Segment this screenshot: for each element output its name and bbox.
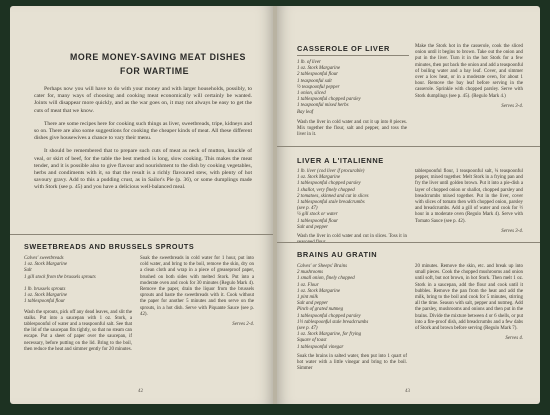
recipe-title-casserole-of-liver: CASSEROLE OF LIVER bbox=[297, 44, 390, 53]
recipe-title-sweetbreads: SWEETBREADS AND BRUSSELS SPROUTS bbox=[24, 242, 195, 251]
book-spine bbox=[273, 6, 277, 404]
right-page bbox=[275, 6, 540, 404]
recipe-title-liver-italienne: LIVER A L'ITALIENNE bbox=[297, 156, 384, 165]
italienne-right-column bbox=[415, 169, 523, 235]
title-underline-1 bbox=[297, 55, 409, 56]
casserole-right-column bbox=[415, 44, 523, 110]
italienne-method-1: Wash the liver in cold water and cut in slices. Toss it in seasoned flour. bbox=[297, 234, 407, 246]
sweetbreads-method: Wash the sprouts, pick off any dead leaves, and slit the stalks. Put into a saucepan with 1 oz. Stork, a tablespoonful of water and a teaspoonful salt. See that the lid of the saucepan fits tightly, so that no steam can escape. Put a sheet of paper over the saucepan, if necessary, before putting on the lid. Bring to the boil, then reduce the heat and simmer gently for 20 minutes. bbox=[24, 309, 132, 352]
section-divider bbox=[10, 234, 275, 235]
intro-paragraph-3: It should be remembered that to prepare such cuts of meat as neck of mutton, knuckle of veal, or skirt of beef, for the table the best method is long, slow cooking. This makes the meat tender, and it is possible also to give flavour and nourishment to the dish by cooking vegetables, herbs and condiments with it, so that the result is a richly flavoured stew, with plenty of hot savoury gravy. Add to this a pudding crust, as in Sailor's Pie (p. 36), or some dumplings made with Stork (see p. 45) and you have a delicious well-balanced meal. bbox=[34, 148, 252, 191]
sweetbreads-left-column bbox=[24, 256, 132, 357]
brains-ingredients: Calves' or Sheeps' Brains 2 mushrooms 1 small onion, finely chopped 1 oz. Flour 1 oz. Stork Margarine 1 pint milk Salt and pepper Pinch of grated nutmeg 1 tablespoonful chopped parsley 1½ tablespoonful stale breadcrumbs (see p. 47) 1 oz. Stork Margarine, for frying Square of toast 1 tablespoonful vinegar bbox=[297, 264, 369, 350]
page-title-line1: MORE MONEY-SAVING MEAT DISHES bbox=[70, 52, 246, 62]
page-title-line2: FOR WARTIME bbox=[120, 66, 190, 76]
brains-left-column bbox=[297, 264, 407, 376]
left-page bbox=[10, 6, 275, 404]
casserole-method-1: Wash the liver in cold water and cut it up into 8 pieces. Mix together the flour, salt and pepper, and toss the liver in it. bbox=[297, 119, 407, 138]
section-divider-2 bbox=[275, 146, 540, 147]
brains-method-2: 20 minutes. Remove the skin, etc. and break up into small pieces. Cook the chopped mushrooms and onion until soft, but not brown, in hot Stork. Then melt 1 oz. Stork in a saucepan, add the flour and cook until it bubbles. Remove the pan from the heat and add the milk, bring to the boil and cook for 5 minutes, stirring all the time. Season with salt, pepper and nutmeg. Add the parsley, mushrooms and onions and then put in the brains. Divide the mixture between 4 or 6 shells, or put into a fire-proof dish, add breadcrumbs and a few dabs of Stork and brown before serving (Regulo Mark 7). bbox=[415, 264, 523, 332]
section-divider-3 bbox=[275, 242, 540, 243]
italienne-method-2: tablespoonful flour, 1 teaspoonful salt, ¼ teaspoonful pepper, mixed together. Melt Stork in a frying pan and fry the liver until golden brown. Put it into a pie-dish a layer of chopped onion or shallot, chopped parsley and breadcrumbs mixed together. Put in the liver, cover with slices of tomato then with chopped onion, parsley and breadcrumbs. Add a gill of water and cook for ½ hour in a moderate oven (Regulo Mark 4). Serve with Tomato Sauce (see p. 42). bbox=[415, 169, 523, 224]
intro-paragraph-1: Perhaps now you will have to do with your money and with larger households, possibly, to cater for, many ways of choosing and cooking meat economically will certainly be wanted. Joints will disappear more quickly, and as the war goes on, it may not always be easy to get the cuts of meat that we know. bbox=[34, 86, 252, 114]
italienne-ingredients: 1 lb. liver (cod liver if procurable) 1 oz. Stork Margarine 1 tablespoonful chopped parsley 1 shallot, very finely chopped 2 tomatoes, skinned and cut in slices 1 tablespoonful stale breadcrumbs (see p. 47) ¼ gill stock or water 1 tablespoonful flour Salt and pepper bbox=[297, 169, 369, 230]
sweetbreads-ingredients: Calves' sweetbreads 1 oz. Stork Margarine Salt 1 gill stock from the brussels sprouts 1 lb. brussels sprouts 1 oz. Stork Margarine 1 tablespoonful flour bbox=[24, 256, 96, 305]
italienne-serves: Serves 3-4. bbox=[501, 228, 523, 234]
open-booklet bbox=[10, 6, 540, 408]
brains-serves: Serves 4. bbox=[505, 336, 523, 342]
brains-method-1: Soak the brains in salted water, then put into 1 quart of hot water with a little vinegar and bring to the boil. Simmer bbox=[297, 353, 407, 372]
recipe-title-brains-au-gratin: BRAINS AU GRATIN bbox=[297, 250, 378, 259]
intro-text bbox=[34, 86, 252, 198]
page-number-right: 43 bbox=[405, 389, 410, 394]
page-number-left: 42 bbox=[138, 389, 143, 394]
sweetbreads-serves: Serves 2-4. bbox=[232, 322, 254, 328]
casserole-left-column bbox=[297, 60, 407, 142]
brains-right-column bbox=[415, 264, 523, 342]
italienne-left-column bbox=[297, 169, 407, 250]
casserole-ingredients: 1 lb. of liver 1 oz. Stork Margarine 2 tablespoonful flour 1 teaspoonful salt ½ teaspoonful pepper 1 onion, sliced 1 tablespoonful chopped parsley 1 teaspoonful mixed herbs Bay leaf bbox=[297, 60, 361, 115]
sweetbreads-right-column bbox=[140, 256, 254, 328]
casserole-serves: Serves 3-4. bbox=[501, 103, 523, 109]
intro-paragraph-2: There are some recipes here for cooking such things as liver, sweetbreads, tripe, kidneys and so on. There are also some suggestions for cooking the cheaper kinds of meat. All these different dishes give housewives a chance to vary their menu. bbox=[34, 120, 252, 142]
casserole-method-2: Make the Stork hot in the casserole, cook the sliced onion until it begins to brown. Take out the onion and put in the liver. Turn it in the hot Stork for a few minutes, then put back the onion and add a teaspoonful of boiling water and a bay leaf. Cover, and simmer over a low heat, or in a moderate oven, for about 1 hour. Remove the bay leaf before serving in the casserole. Sprinkle with chopped parsley. Serve with Stork dumplings (see p. 45). (Regulo Mark 4.) bbox=[415, 44, 523, 99]
sweetbreads-method-2: Soak the sweetbreads in cold water for 1 hour, put into cold water, and bring to the boil, remove the skin, dry on a clean cloth and wrap in a piece of greaseproof paper, brushed on both sides with melted Stork. Put into a moderate oven and cook for 30 minutes (Regulo Mark 4). Remove the paper, drain the liquor from the brussels sprouts and baste the sweetbreads with it. Cook without the paper for another 5 minutes and then serve on the sprouts, in a hot dish. Serve with Piquante Sauce (see p. 42). bbox=[140, 256, 254, 317]
